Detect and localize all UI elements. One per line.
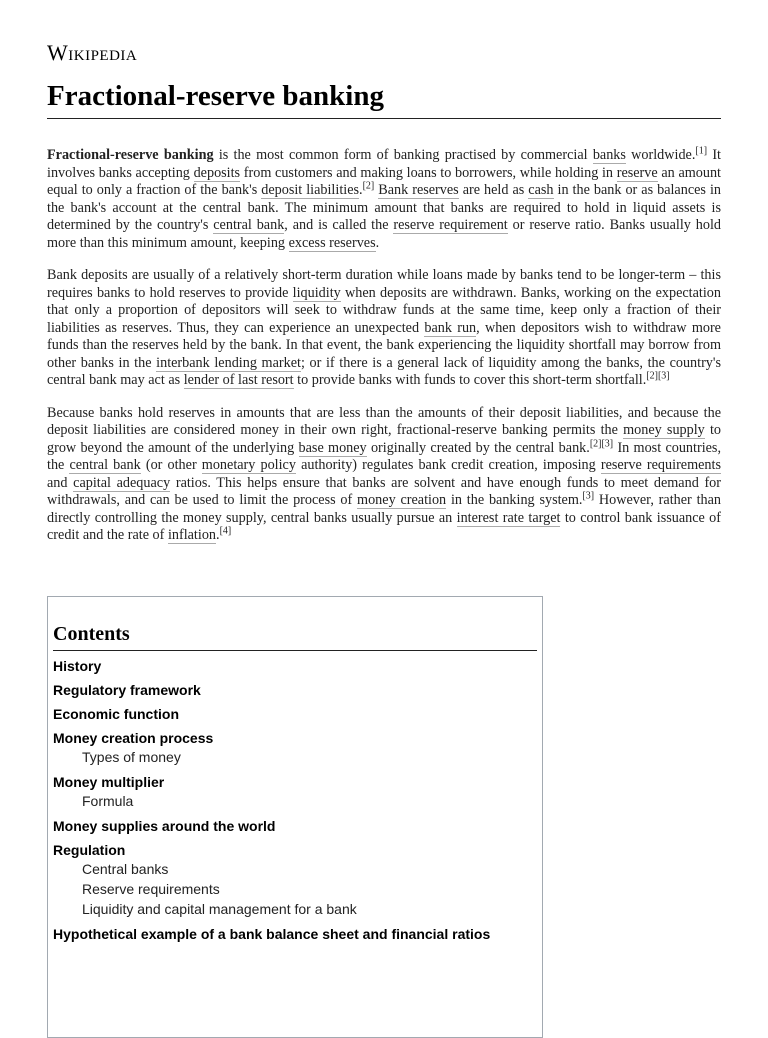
text: from customers and making loans to borrowers, while holding in (240, 164, 617, 181)
text: ratios. This helps ensure that banks are solvent and have enough funds to meet demand for withdrawals, and can be used to limit the process of (47, 474, 721, 508)
text: However, rather than directly controlling the money supply, central banks usually pursue an (47, 492, 721, 526)
link-central-bank[interactable]: central bank (69, 457, 141, 473)
table-of-contents (47, 596, 543, 1038)
bold-term: Fractional-reserve banking (47, 147, 214, 163)
text: . (375, 234, 380, 251)
link-cash[interactable]: cash (528, 182, 554, 198)
text: originally created by the central bank. (366, 439, 590, 456)
toc-item-money-supplies[interactable]: Money supplies around the world (53, 818, 276, 834)
citation-ref[interactable]: [2][3] (646, 370, 670, 382)
paragraph-3 (47, 405, 721, 545)
text: , and is called the (284, 217, 394, 233)
text: to grow beyond the amount of the underlying (47, 422, 722, 456)
toc-item-money-creation-process[interactable]: Money creation process (53, 730, 214, 746)
link-bank-run[interactable]: bank run (424, 319, 477, 336)
link-bank-reserves[interactable]: Bank reserves (378, 182, 459, 198)
article-body (47, 147, 721, 560)
link-interbank-lending-market[interactable]: interbank lending market (156, 354, 301, 371)
toc-item-economic-function[interactable]: Economic function (53, 706, 179, 722)
text: are held as (458, 182, 529, 198)
text: in the bank or as balances in the bank's account at the central bank. The minimum amount that banks are required to hold in liquid assets is determined by the country's (47, 182, 721, 233)
text: when deposits are withdrawn. Banks, working on the expectation that only a proportion of depositors will seek to withdraw funds at the same time, keep only a fraction of their liabilities as reserves. Thus, they can experience an unexpected (47, 284, 721, 336)
text: . (216, 527, 220, 543)
link-capital-adequacy[interactable]: capital adequacy (73, 474, 171, 491)
text: Bank deposits are usually of a relatively short-term duration while loans made by banks tend to be longer-term – this requires banks to hold reserves to provide (47, 267, 721, 301)
link-base-money[interactable]: base money (298, 439, 367, 456)
text: authority) regulates bank credit creation, imposing (295, 457, 601, 473)
link-reserve[interactable]: reserve (616, 164, 658, 181)
link-monetary-policy[interactable]: monetary policy (201, 457, 296, 473)
link-deposit-liabilities[interactable]: deposit liabilities (261, 182, 360, 198)
link-money-creation[interactable]: money creation (357, 492, 447, 508)
citation-ref[interactable]: [4] (219, 525, 232, 537)
link-excess-reserves[interactable]: excess reserves (288, 234, 376, 251)
text: (or other (140, 457, 202, 473)
citation-ref[interactable]: [2] (362, 180, 375, 192)
text: In most countries, the (47, 439, 721, 473)
toc-item-regulatory-framework[interactable]: Regulatory framework (53, 682, 201, 698)
link-liquidity[interactable]: liquidity (292, 284, 341, 301)
citation-ref[interactable]: [1] (695, 145, 708, 157)
toc-item-regulation[interactable]: Regulation (53, 842, 126, 858)
text: worldwide. (625, 147, 696, 163)
link-reserve-requirements[interactable]: reserve requirements (600, 457, 721, 473)
text: ; or if there is a general lack of liquidity among the banks, the country's central bank may act as (47, 354, 721, 388)
link-banks[interactable]: banks (592, 147, 626, 163)
paragraph-2 (47, 267, 721, 390)
link-interest-rate-target[interactable]: interest rate target (456, 509, 561, 526)
text: to provide banks with funds to cover this short-term shortfall. (293, 372, 647, 388)
toc-subitem-liquidity-capital[interactable]: Liquidity and capital management for a bank (82, 901, 357, 917)
toc-subitem-central-banks[interactable]: Central banks (82, 861, 169, 877)
text: to control bank issuance of credit and the rate of (47, 509, 722, 543)
citation-ref[interactable]: [2][3] (589, 437, 614, 449)
link-lender-of-last-resort[interactable]: lender of last resort (183, 372, 294, 388)
toc-subitem-reserve-requirements[interactable]: Reserve requirements (82, 881, 220, 897)
link-central-bank[interactable]: central bank (213, 217, 285, 233)
toc-item-hypothetical-example[interactable]: Hypothetical example of a bank balance sheet and financial ratios (53, 926, 491, 942)
text: is the most common form of banking practised by commercial (213, 147, 593, 163)
toc-subitem-types-of-money[interactable]: Types of money (82, 749, 181, 765)
text: . (359, 182, 363, 198)
toc-title: Contents (53, 623, 537, 651)
link-money-supply[interactable]: money supply (623, 422, 705, 438)
wikipedia-wordmark[interactable]: Wikipedia (47, 40, 138, 65)
toc-item-money-multiplier[interactable]: Money multiplier (53, 774, 165, 790)
toc-list (53, 657, 490, 943)
paragraph-1 (47, 147, 721, 252)
link-deposits[interactable]: deposits (193, 164, 241, 181)
page-title: Fractional-reserve banking (47, 78, 721, 119)
text: in the banking system. (446, 492, 583, 508)
toc-item-history[interactable]: History (53, 658, 102, 674)
text: It involves banks accepting (47, 147, 721, 181)
text: , when depositors wish to withdraw more funds than the reserves held by the bank. In that event, the bank experiencing the liquidity shortfall may borrow from other banks in the (47, 319, 721, 371)
link-reserve-requirement[interactable]: reserve requirement (393, 217, 508, 233)
text: and (47, 474, 74, 491)
text: Because banks hold reserves in amounts that are less than the amounts of their deposit liabilities, and because the deposit liabilities are considered money in their own right, fractional-reserve banking permits the (47, 404, 721, 438)
toc-subitem-formula[interactable]: Formula (82, 793, 134, 809)
link-inflation[interactable]: inflation (167, 527, 217, 543)
text: or reserve ratio. Banks usually hold more than this minimum amount, keeping (47, 217, 721, 251)
text: an amount equal to only a fraction of the bank's (47, 164, 721, 198)
citation-ref[interactable]: [3] (582, 490, 595, 502)
